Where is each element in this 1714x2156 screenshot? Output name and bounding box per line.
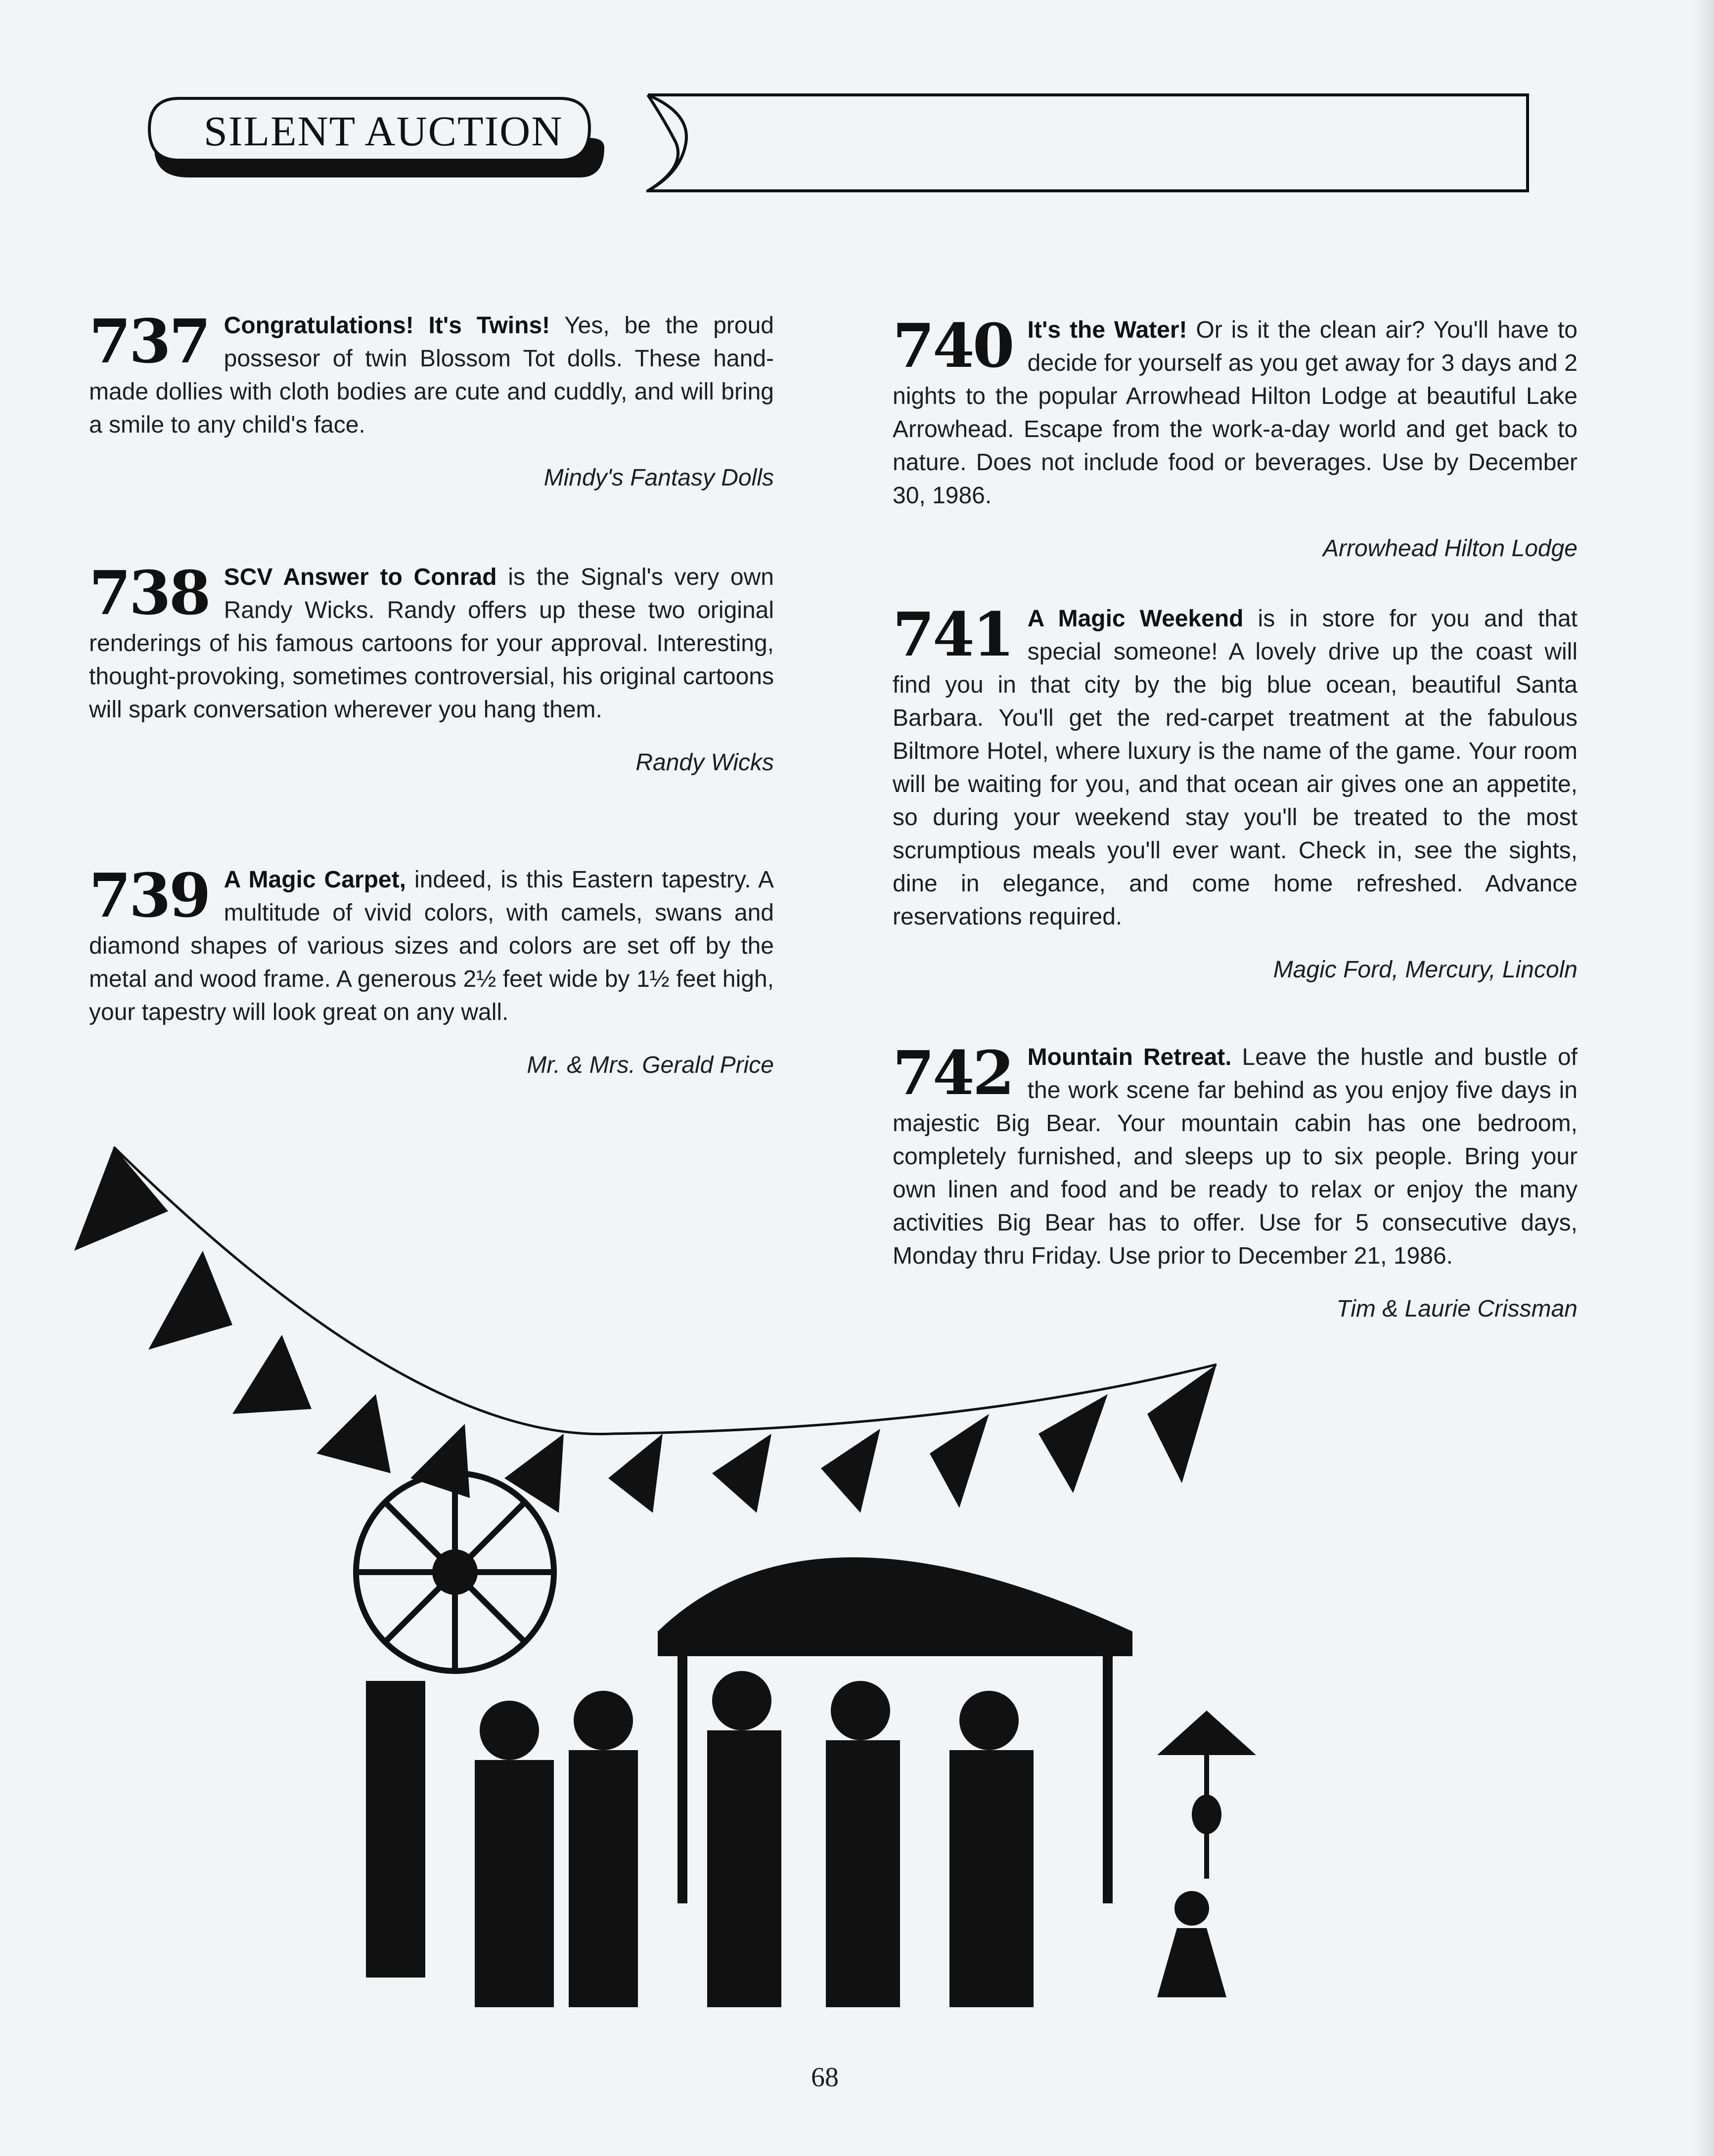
item-description: Yes, be the proud possesor of twin Blossom Tot dolls. These hand-made dollies with cloth bodies are cute and cuddly, and will bring a smile to any child's face.	[89, 312, 774, 438]
page-edge-shadow	[1694, 0, 1714, 2156]
item-donor: Magic Ford, Mercury, Lincoln	[1273, 957, 1578, 983]
item-title: Congratulations! It's Twins!	[224, 312, 550, 339]
ferris-wheel	[356, 1473, 554, 1671]
bunting-flags	[74, 1147, 1217, 1513]
auction-item-739	[89, 860, 774, 1082]
auction-item-741	[893, 599, 1578, 986]
umbrella	[1157, 1711, 1256, 1879]
item-title: A Magic Weekend	[1027, 606, 1244, 632]
item-description: Leave the hustle and bustle of the work scene far behind as you enjoy five days in majestic Big Bear. Your mountain cabin has one bedroom, completely furnished, and sleeps up to six people. Bring your own linen and food and be ready to relax or enjoy the many activities Big Bear has to offer. Use for 5 consecutive days, Monday thru Friday. Use prior to December 21, 1986.	[893, 1044, 1578, 1269]
item-donor: Mindy's Fantasy Dolls	[543, 465, 774, 491]
item-number: 738	[89, 557, 209, 628]
auction-item-737	[89, 306, 774, 494]
item-title: Mountain Retreat.	[1027, 1044, 1232, 1070]
auction-item-740	[893, 310, 1578, 565]
item-number: 737	[89, 306, 209, 377]
item-donor: Tim & Laurie Crissman	[1336, 1296, 1578, 1322]
item-number: 741	[893, 599, 1013, 670]
item-description: Or is it the clean air? You'll have to decide for yourself as you get away for 3 days and 2 nights to the popular Arrowhead Hilton Lodge at beautiful Lake Arrowhead. Escape from the work-a-day world and get back to nature. Does not include food or beverages. Use by December 30, 1986.	[893, 317, 1578, 509]
item-description: is the Signal's very own Randy Wicks. Randy offers up these two original renderings of his famous cartoons for your approval. Interesting, thought-provoking, sometimes controversial, his original cartoons will spark conversation wherever you hang them.	[89, 564, 774, 723]
crowd-silhouettes	[366, 1671, 1226, 2007]
header-box	[646, 93, 1529, 192]
item-number: 740	[893, 310, 1013, 381]
item-description: is in store for you and that special someone! A lovely drive up the coast will find you in that city by the big blue ocean, beautiful Santa Barbara. You'll get the red-carpet treatment at the fabulous Biltmore Hotel, where luxury is the name of the game. Your room will be waiting for you, and that ocean air gives one an appetite, so during your weekend stay you'll be treated to the most scrumptious meals you'll ever want. Check in, see the sights, dine in elegance, and come home refreshed. Advance reservations required.	[893, 606, 1578, 930]
item-donor: Arrowhead Hilton Lodge	[1323, 535, 1578, 562]
item-title: A Magic Carpet,	[224, 867, 406, 893]
carnival-illustration	[69, 1137, 1276, 2027]
item-number: 739	[89, 860, 209, 931]
item-number: 742	[893, 1037, 1013, 1108]
item-description: indeed, is this Eastern tapestry. A multitude of vivid colors, with camels, swans and diamond shapes of various sizes and colors are set off by the metal and wood frame. A generous 2½ feet wide by 1½ feet high, your tapestry will look great on any wall.	[89, 867, 774, 1025]
page-number: 68	[811, 2062, 839, 2093]
section-title: SILENT AUCTION	[204, 107, 563, 155]
item-title: It's the Water!	[1027, 317, 1187, 343]
item-donor: Mr. & Mrs. Gerald Price	[527, 1052, 774, 1078]
item-donor: Randy Wicks	[635, 749, 774, 776]
auction-item-738	[89, 557, 774, 779]
item-title: SCV Answer to Conrad	[224, 564, 497, 590]
